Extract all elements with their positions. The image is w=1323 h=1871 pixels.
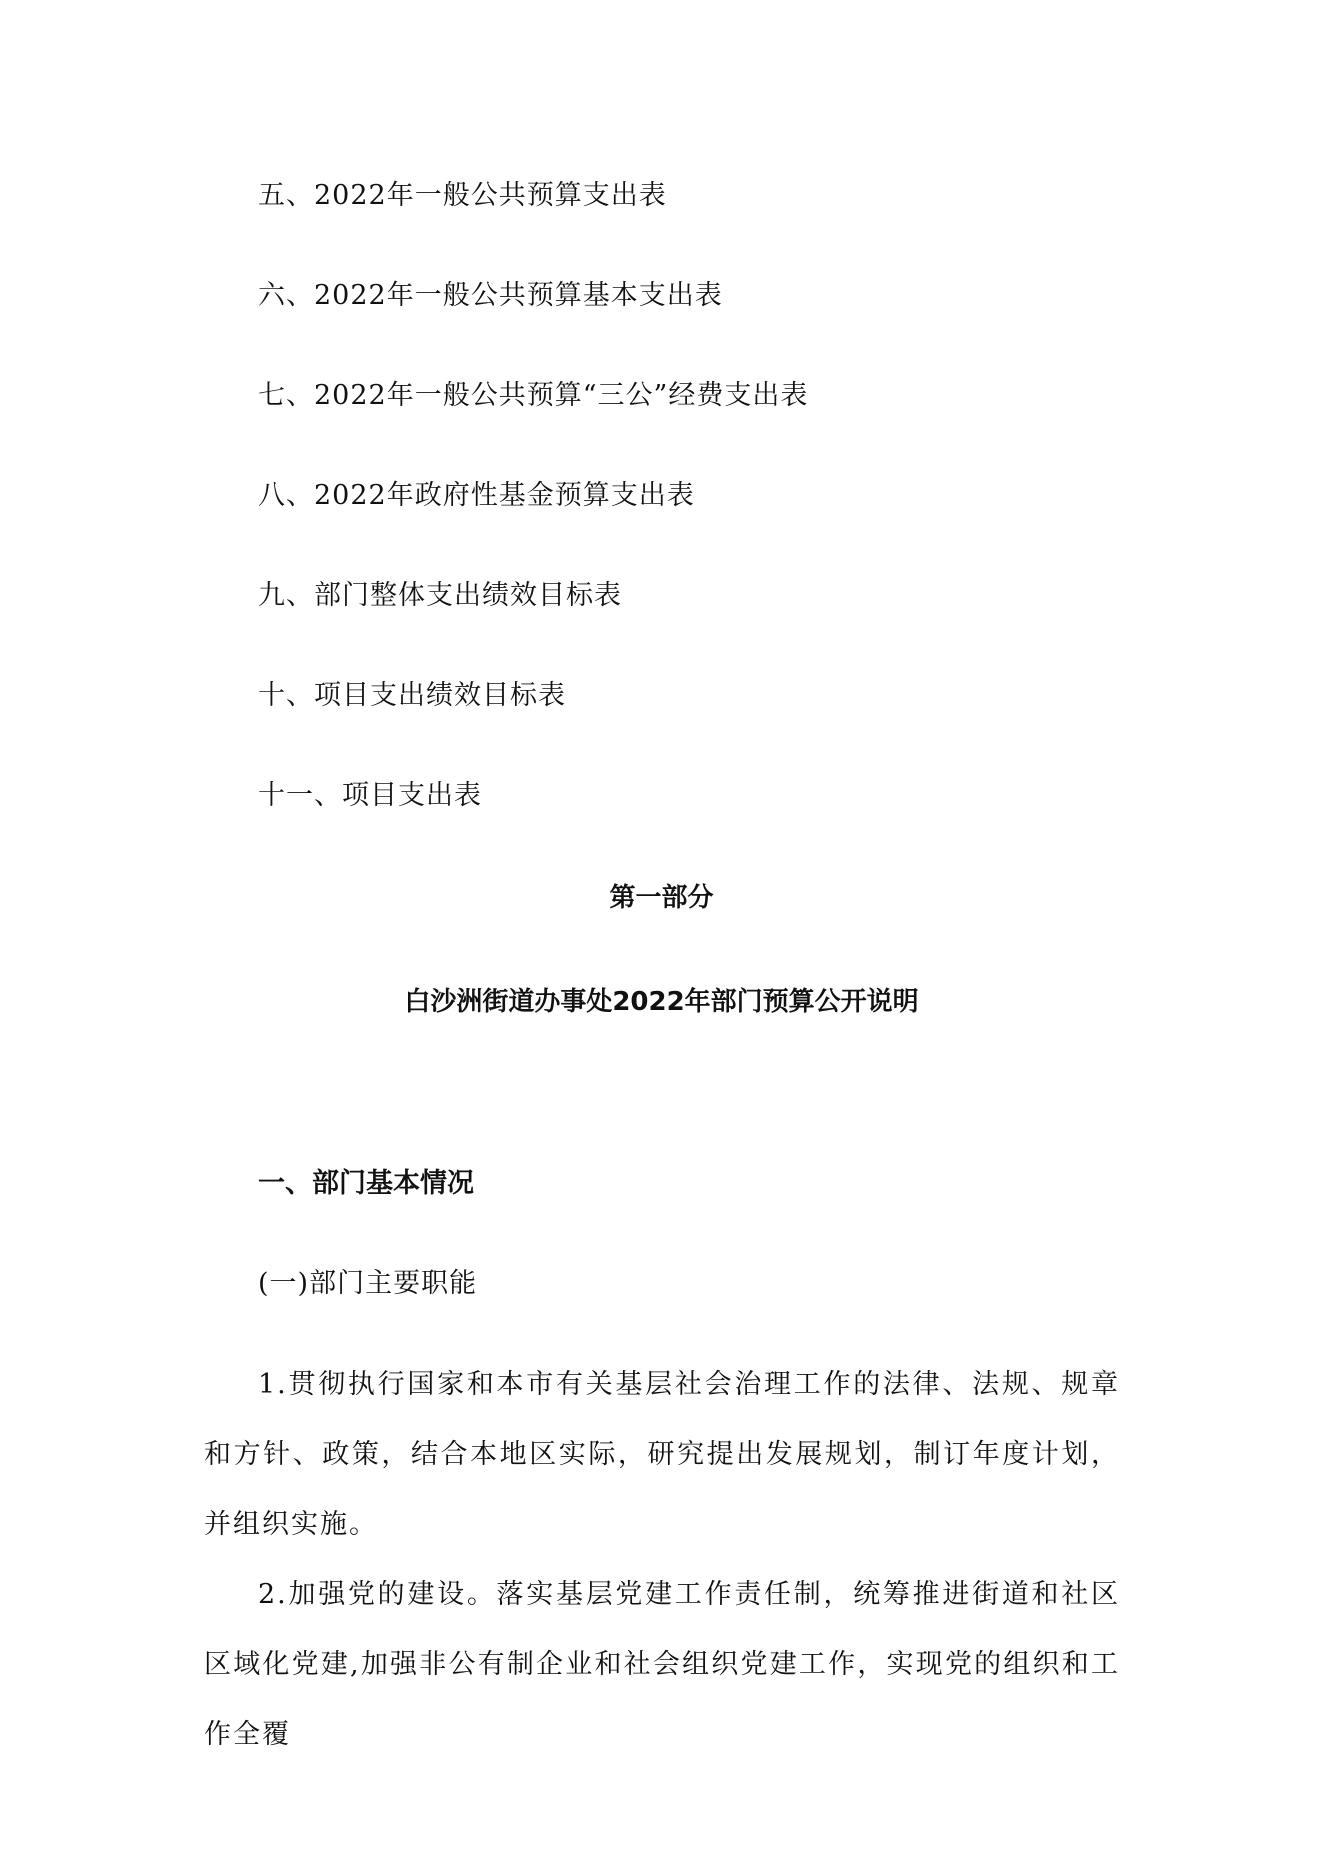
toc-item-6: 六、2022年一般公共预算基本支出表 (258, 280, 723, 311)
part-label: 第一部分 (609, 883, 714, 913)
part-title: 白沙洲街道办事处2022年部门预算公开说明 (404, 987, 919, 1017)
section-heading: 一、部门基本情况 (258, 1168, 474, 1199)
toc-item-5: 五、2022年一般公共预算支出表 (258, 180, 667, 211)
toc-item-11: 十一、项目支出表 (258, 780, 482, 811)
toc-item-9: 九、部门整体支出绩效目标表 (258, 580, 622, 611)
toc-item-10: 十、项目支出绩效目标表 (258, 680, 566, 711)
paragraph-1: 1.贯彻执行国家和本市有关基层社会治理工作的法律、法规、规章和方针、政策，结合本地区实际，研究提出发展规划，制订年度计划，并组织实施。 (204, 1369, 1120, 1540)
toc-item-8: 八、2022年政府性基金预算支出表 (258, 480, 695, 511)
subsection-heading: (一)部门主要职能 (258, 1268, 478, 1299)
toc-item-7: 七、2022年一般公共预算“三公”经费支出表 (258, 380, 809, 411)
paragraph-2: 2.加强党的建设。落实基层党建工作责任制，统筹推进街道和社区区域化党建,加强非公有制企业和社会组织党建工作，实现党的组织和工作全覆 (204, 1579, 1120, 1750)
